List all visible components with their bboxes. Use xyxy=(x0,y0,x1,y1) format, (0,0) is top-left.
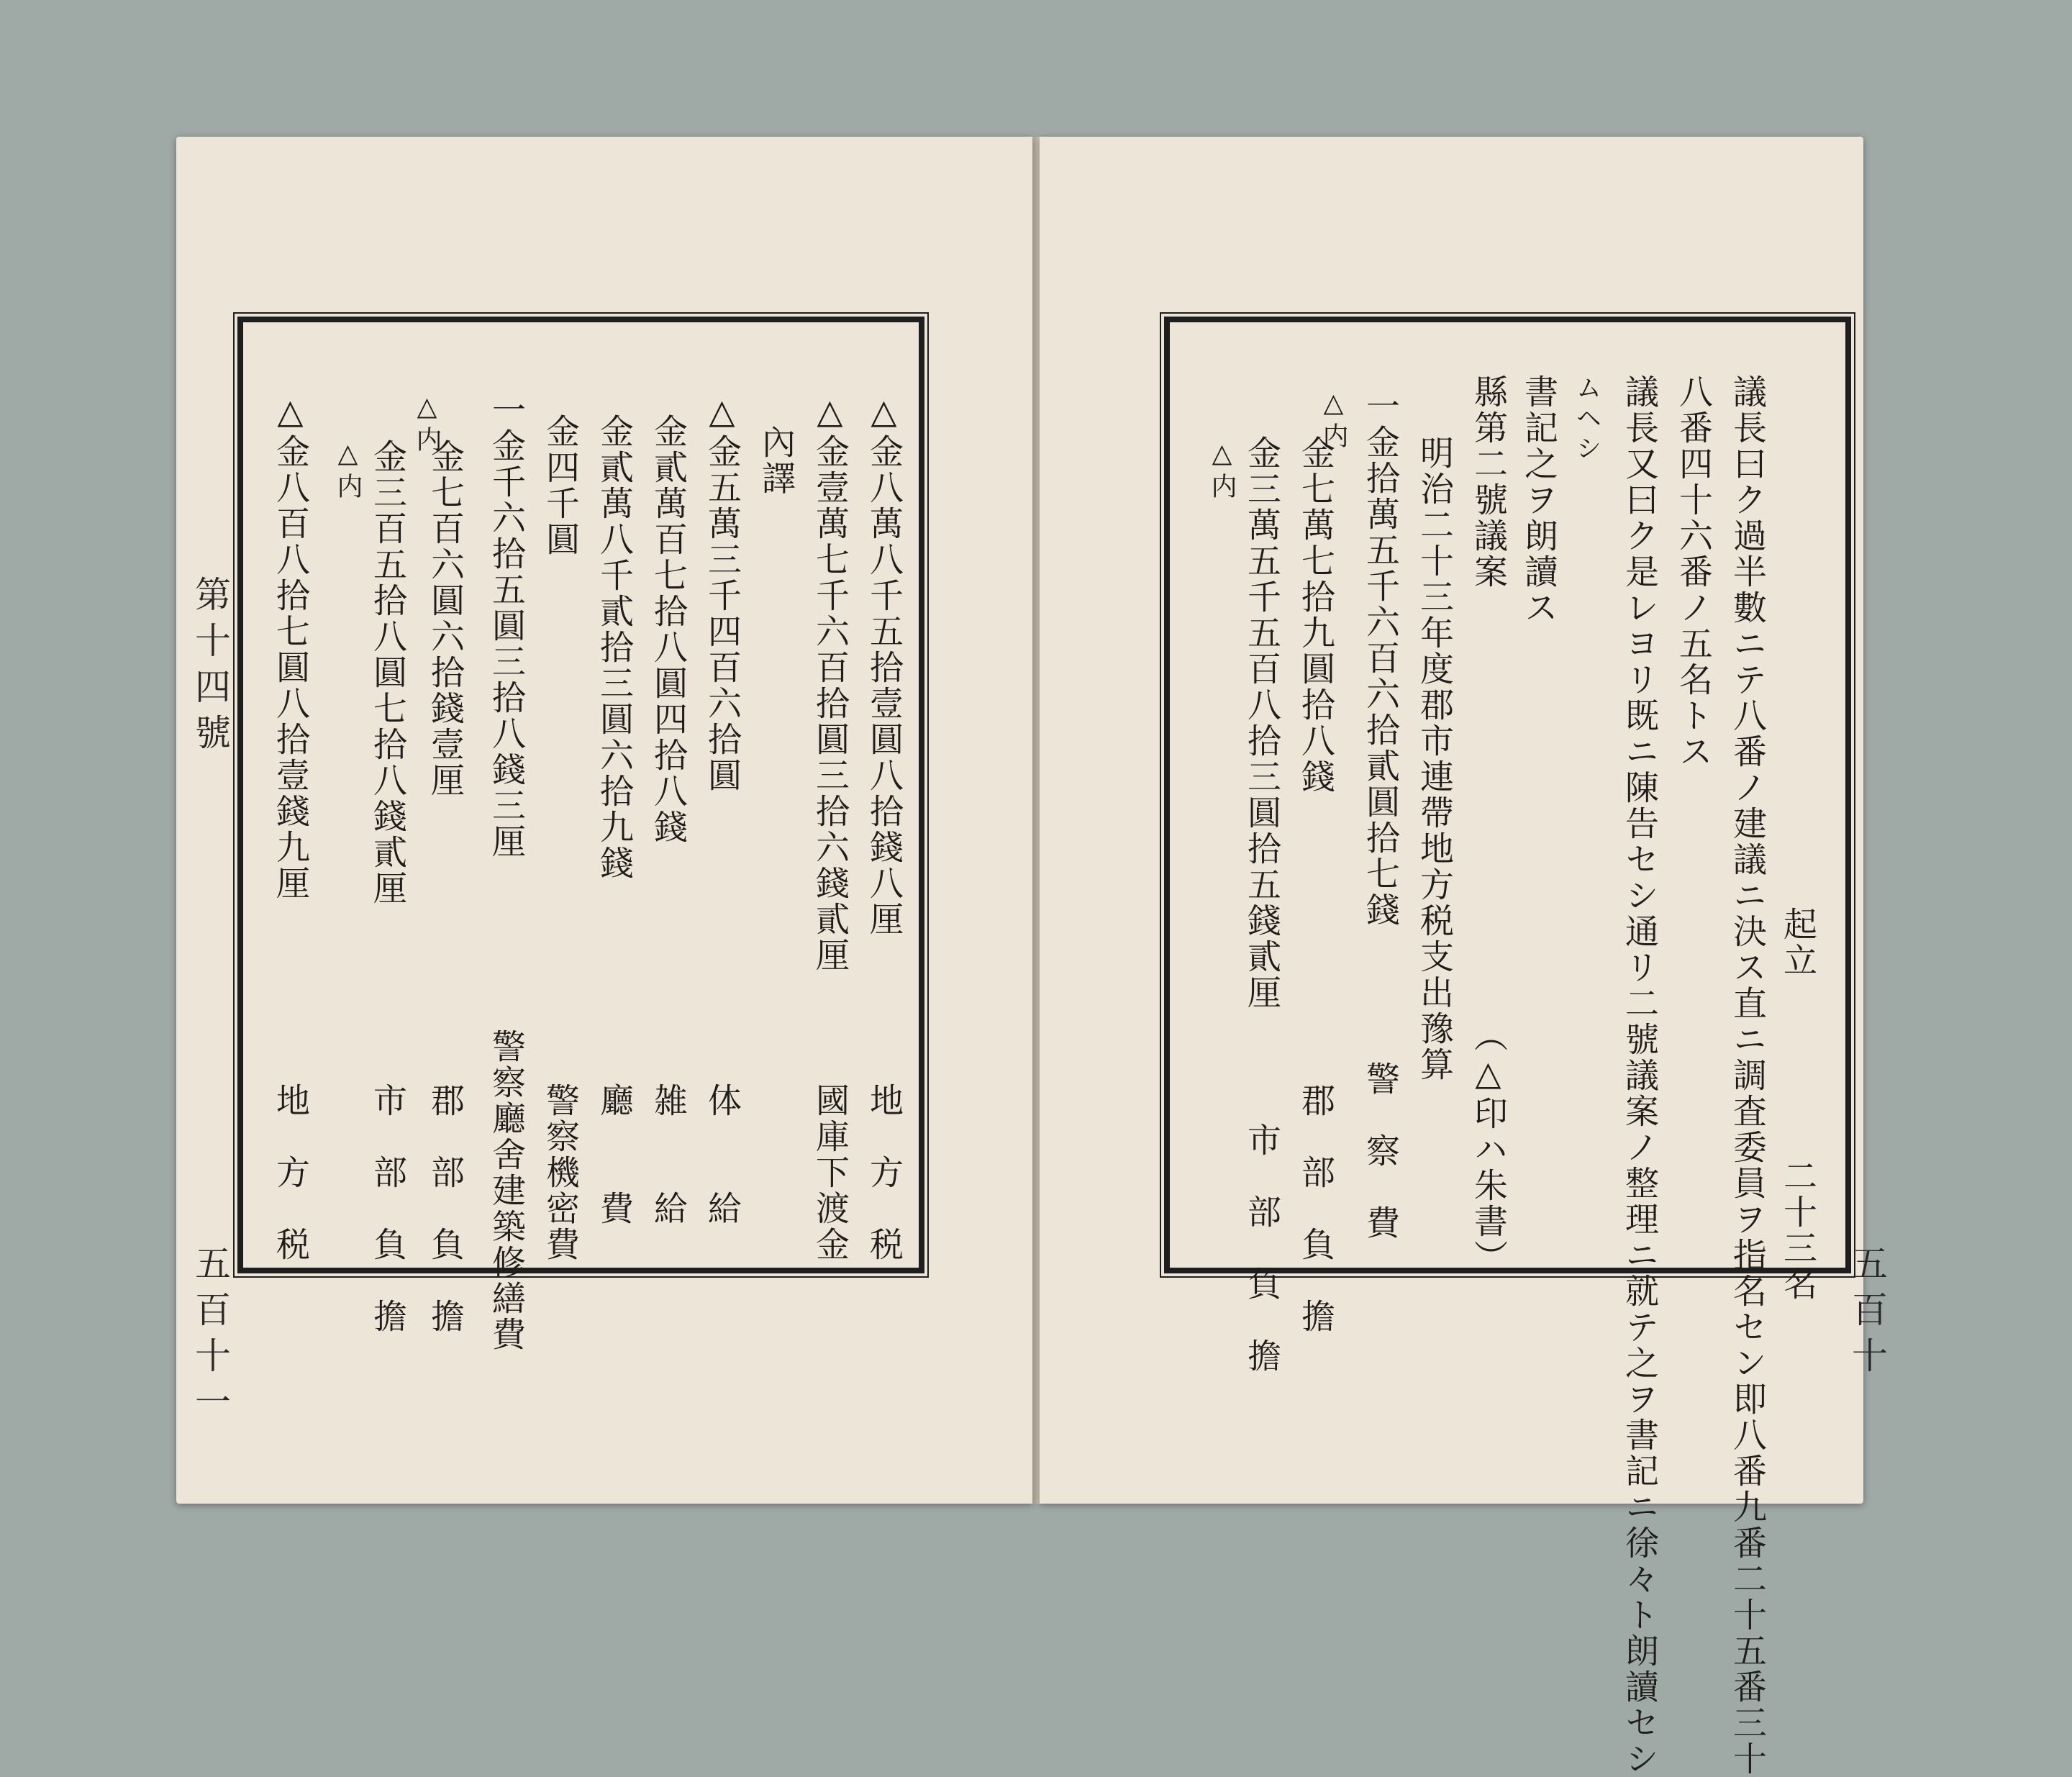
left-col-5-amount: 金貳萬百七拾八圓四拾八錢 xyxy=(648,414,688,845)
left-col-8-label: 警察廳舍建築修繕費 xyxy=(486,1029,526,1353)
right-col-6-text: 書記之ヲ朗讀ス xyxy=(1519,374,1558,626)
left-col-3-amount: 內譯 xyxy=(756,424,796,496)
right-col-12-label: 市 部 負 擔 xyxy=(1242,1122,1281,1374)
left-col-1-label: 地 方 税 xyxy=(864,1083,904,1263)
right-col-4-text: 議長又曰ク是レヨリ既ニ陳告セシ通リ二號議案ノ整理ニ就テ之ヲ書記ニ徐々ト朗讀セシ xyxy=(1619,374,1659,1777)
right-col-9-text: 一金拾萬五千六百六拾貳圓拾七錢 xyxy=(1360,388,1400,928)
left-col-4-amount: △金五萬三千四百六拾圓 xyxy=(702,392,742,794)
left-col-10-note: △内 xyxy=(412,392,442,456)
right-col-7-text: 縣第二號議案 xyxy=(1468,374,1508,590)
left-col-2-label: 國庫下渡金 xyxy=(810,1083,850,1263)
right-page xyxy=(1040,137,1888,1777)
left-col-5-label: 雑 給 xyxy=(648,1083,688,1227)
left-col-4-label: 体 給 xyxy=(702,1083,742,1227)
right-col-2-text: 議長曰ク過半數ニテ八番ノ建議ニ決ス直ニ調査委員ヲ指名セン即八番九番二十五番三十 xyxy=(1727,374,1767,1777)
right-col-12-text: 金三萬五千五百八拾三圓拾五錢貳厘 xyxy=(1242,435,1281,1011)
left-col-9-amount: 金七百六圓六拾錢壹厘 xyxy=(425,439,465,799)
running-title: 第十四號 xyxy=(189,576,231,760)
left-folio: 五百十一 xyxy=(189,1245,231,1429)
right-col-1-bottom: 起立 二十三名 xyxy=(1778,906,1817,1302)
right-col-9-label: 警 察 費 xyxy=(1360,1061,1400,1241)
left-col-8-amount: 一金千六拾五圓三拾八錢三厘 xyxy=(486,392,526,860)
right-folio: 五百十 xyxy=(1846,1245,1888,1383)
left-col-13-amount: △金八百八拾七圓八拾壹錢九厘 xyxy=(271,392,310,901)
right-col-3-text: 八番四十六番ノ五名トス xyxy=(1673,374,1713,770)
left-col-1-amount: △金八萬八千五拾壹圓八拾錢八厘 xyxy=(864,392,904,937)
left-col-11-label: 市 部 負 擔 xyxy=(368,1083,407,1335)
right-col-5-text: ムヘシ xyxy=(1572,374,1601,465)
right-col-10-note: △内 xyxy=(1319,388,1348,453)
left-col-12-note: △内 xyxy=(333,439,363,503)
right-col-8-text: 明治二十三年度郡市連帶地方税支出豫算 xyxy=(1414,435,1454,1083)
left-col-9-label: 郡 部 負 擔 xyxy=(425,1083,465,1335)
left-col-2-amount: △金壹萬七千六百拾圓三拾六錢貳厘 xyxy=(810,392,850,973)
left-col-11-amount: 金三百五拾八圓七拾八錢貳厘 xyxy=(368,439,407,906)
left-col-13-label: 地 方 税 xyxy=(271,1083,310,1263)
right-col-13-note: △内 xyxy=(1207,439,1237,503)
left-page xyxy=(176,137,1032,1504)
left-col-7-label: 警察機密費 xyxy=(540,1083,580,1263)
left-col-6-amount: 金貳萬八千貳拾三圓六拾九錢 xyxy=(594,414,634,881)
left-col-6-label: 廳 費 xyxy=(594,1083,634,1227)
left-col-7-amount: 金四千圓 xyxy=(540,414,580,558)
right-col-11-label: 郡 部 負 擔 xyxy=(1296,1083,1335,1335)
markup-note: （△印ハ朱書） xyxy=(1468,1018,1508,1276)
right-col-11-text: 金七萬七拾九圓拾八錢 xyxy=(1296,435,1335,795)
